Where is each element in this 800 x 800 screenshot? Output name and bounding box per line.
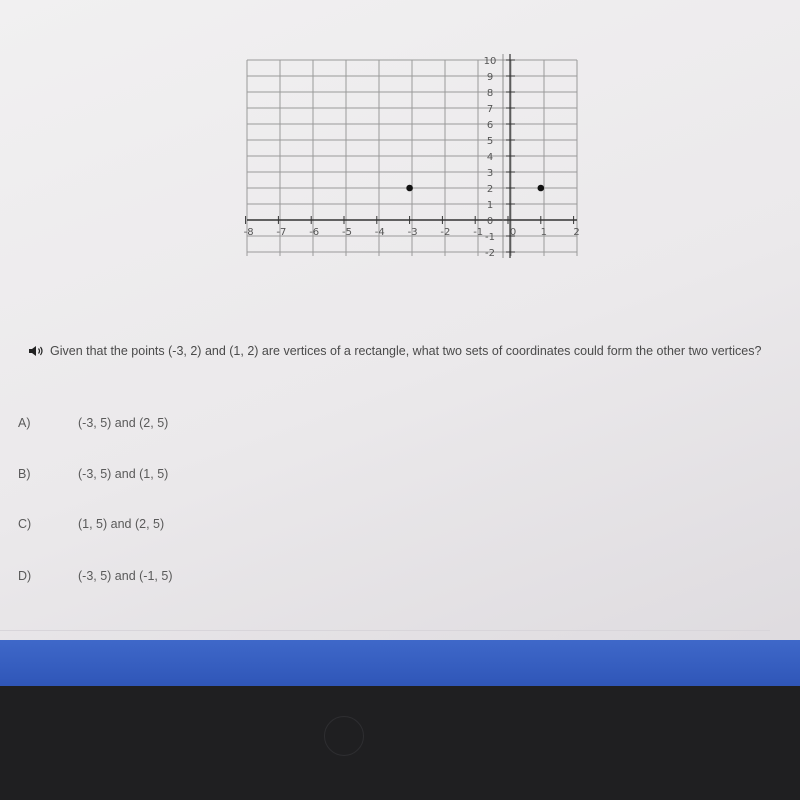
divider <box>0 630 770 631</box>
taskbar <box>0 640 800 686</box>
x-tick-label: 0 <box>509 227 517 238</box>
hp-logo-icon <box>324 716 364 756</box>
x-tick-label: -2 <box>440 227 451 238</box>
question-text: Given that the points (-3, 2) and (1, 2) are vertices of a rectangle, what two sets of coordinates could form the other two vertices? <box>50 344 762 358</box>
x-tick-label: -3 <box>407 227 418 238</box>
y-tick-label: 4 <box>486 152 494 163</box>
y-tick-label: 9 <box>486 72 494 83</box>
option-letter: B) <box>18 467 31 481</box>
y-tick-label: 8 <box>486 88 494 99</box>
option-a[interactable] <box>0 416 400 436</box>
question-block <box>18 344 778 359</box>
x-tick-label: -1 <box>473 227 484 238</box>
x-tick-label: -7 <box>276 227 287 238</box>
option-text: (-3, 5) and (1, 5) <box>78 467 169 481</box>
option-letter: A) <box>18 416 31 430</box>
option-text: (-3, 5) and (2, 5) <box>78 416 169 430</box>
option-c[interactable] <box>0 517 400 537</box>
option-letter: D) <box>18 569 32 583</box>
laptop-bezel <box>0 686 800 800</box>
y-tick-label: 6 <box>486 120 494 131</box>
data-point <box>538 185 545 192</box>
option-text: (-3, 5) and (-1, 5) <box>78 569 173 583</box>
option-b[interactable] <box>0 467 400 487</box>
x-tick-label: 1 <box>540 227 547 238</box>
y-tick-label: -2 <box>485 248 495 259</box>
coordinate-graph <box>0 0 800 300</box>
y-tick-label: 5 <box>486 136 494 147</box>
option-d[interactable] <box>0 569 400 589</box>
y-tick-label: 10 <box>483 56 497 67</box>
y-tick-label: 0 <box>486 216 494 227</box>
x-tick-label: -8 <box>243 227 254 238</box>
x-tick-label: -4 <box>374 227 385 238</box>
speaker-icon[interactable] <box>28 345 46 357</box>
y-tick-label: 2 <box>486 184 494 195</box>
y-tick-label: 1 <box>486 200 494 211</box>
option-letter: C) <box>18 517 32 531</box>
x-tick-label: -6 <box>309 227 320 238</box>
x-tick-label: 2 <box>573 227 580 238</box>
data-point <box>406 185 413 192</box>
y-tick-label: 7 <box>486 104 494 115</box>
option-text: (1, 5) and (2, 5) <box>78 517 165 531</box>
y-tick-label: 3 <box>486 168 494 179</box>
x-tick-label: -5 <box>342 227 352 238</box>
y-tick-label: -1 <box>485 232 495 243</box>
